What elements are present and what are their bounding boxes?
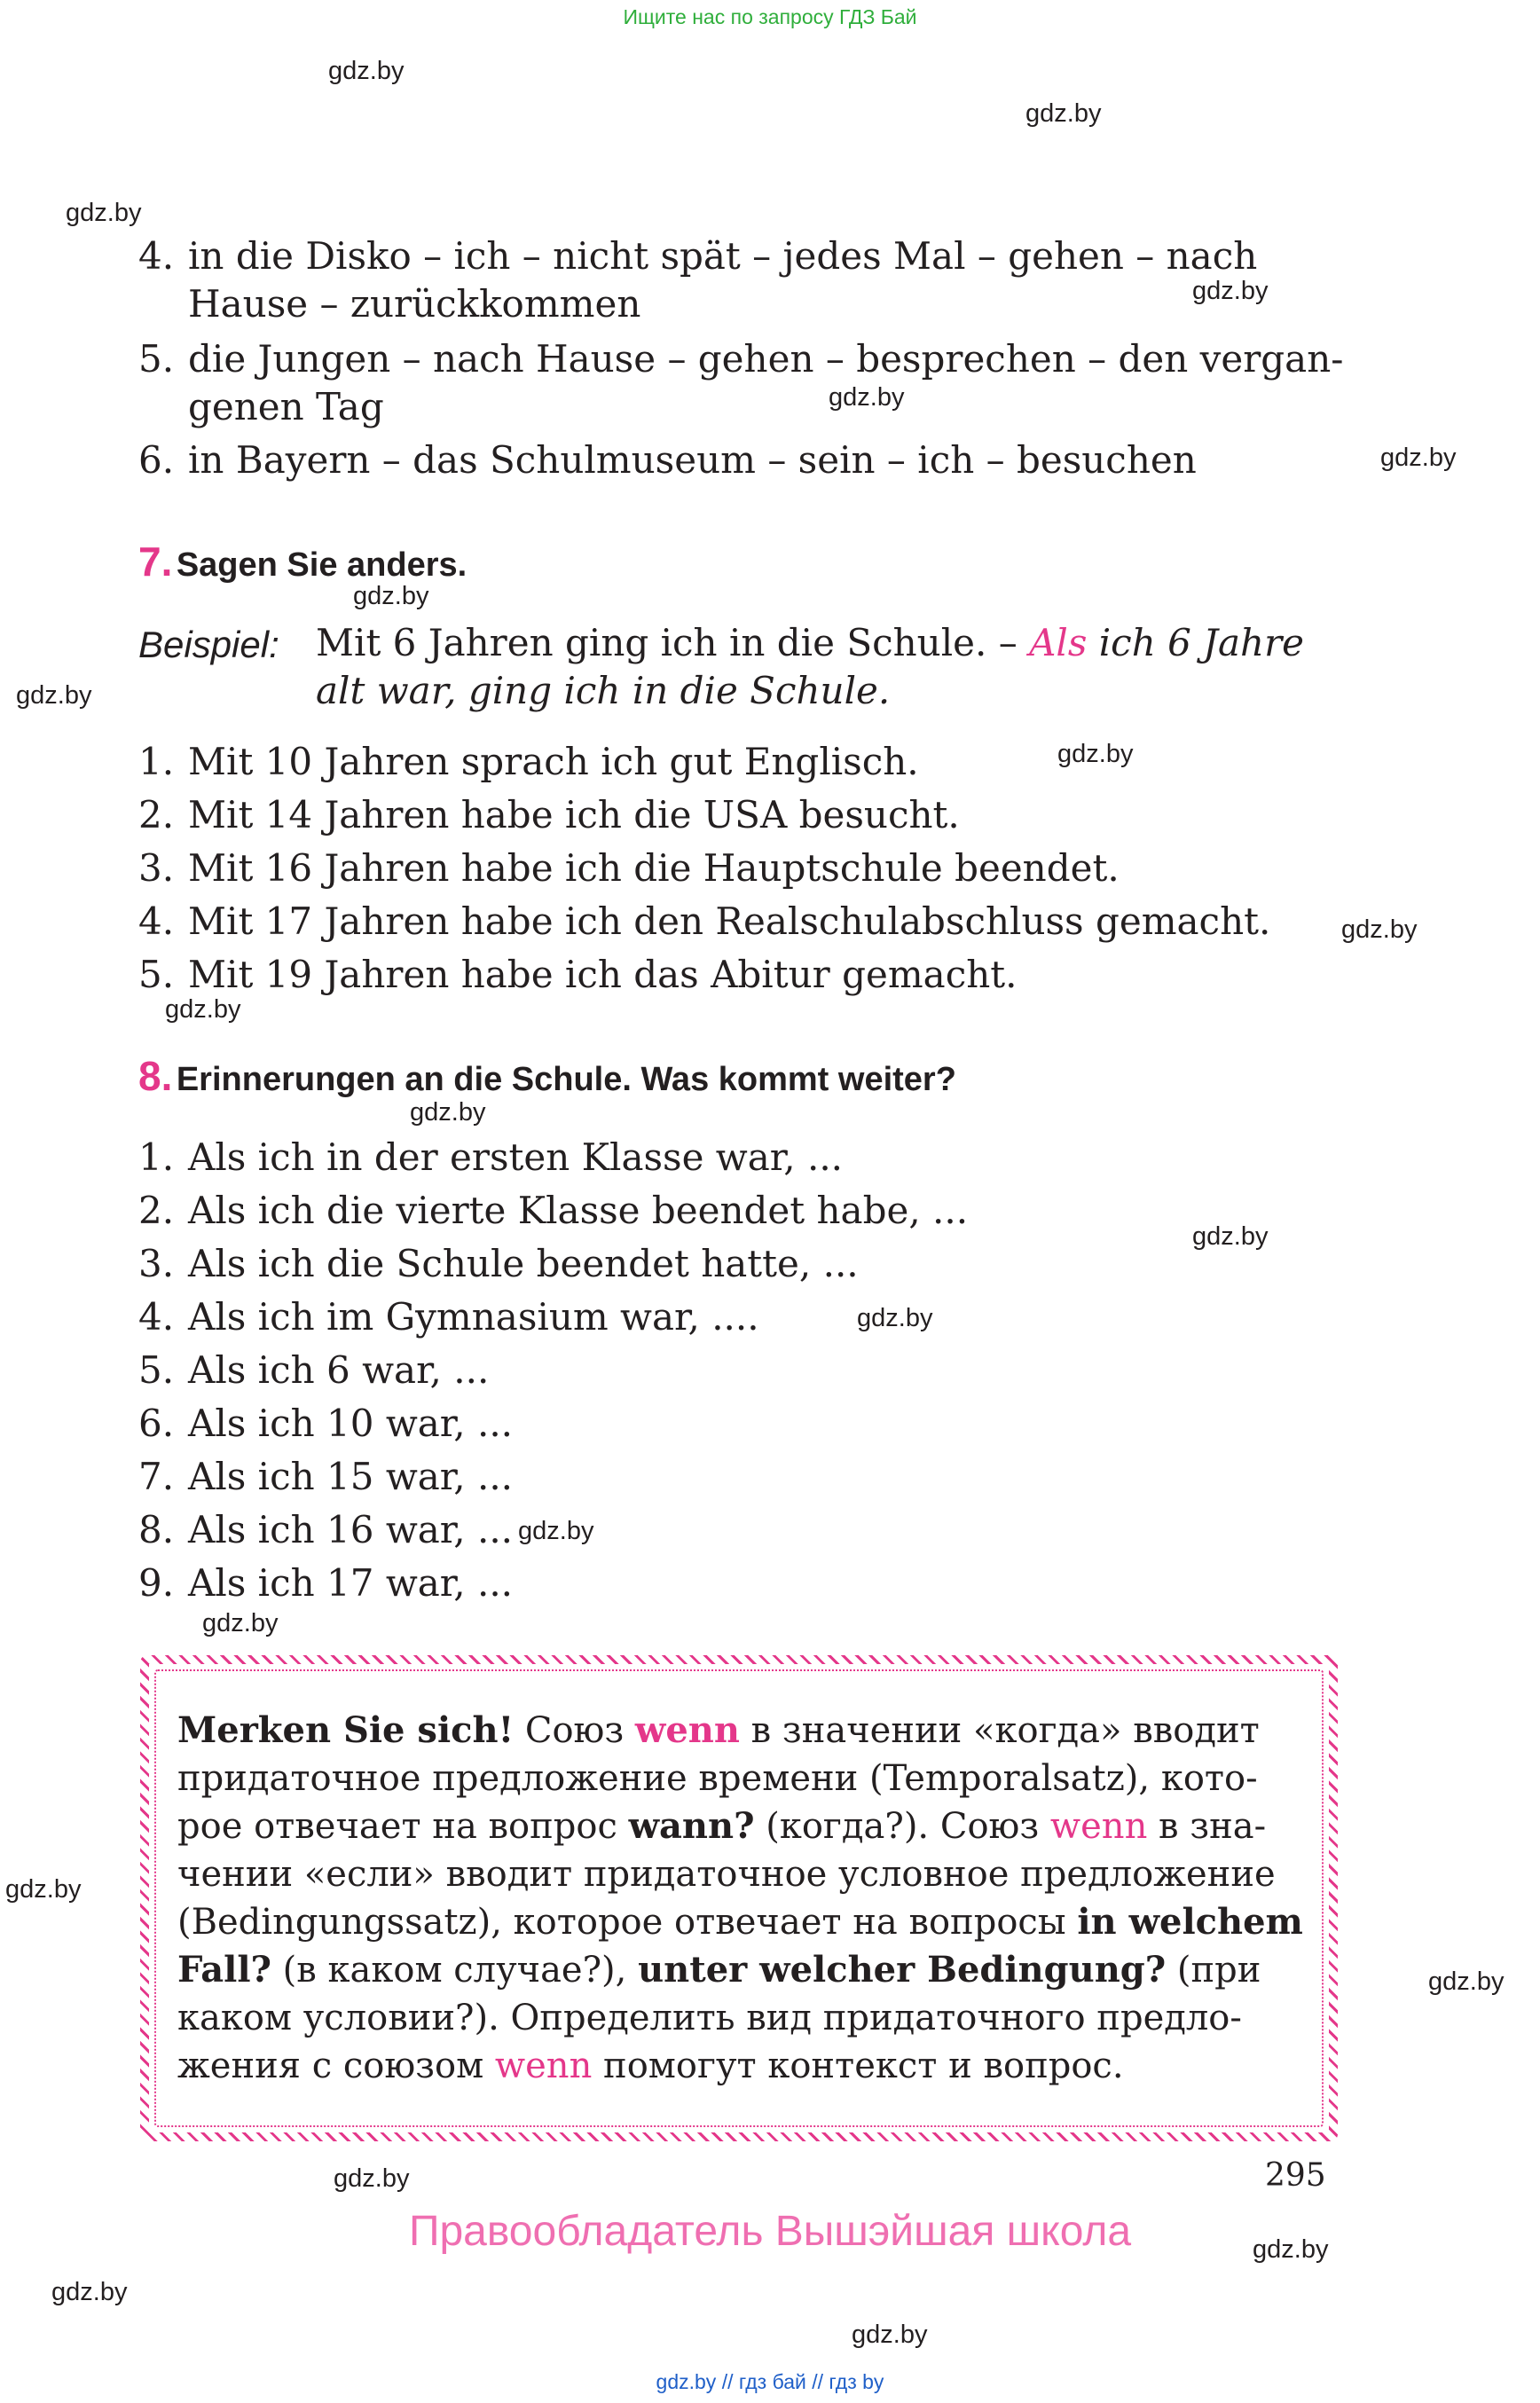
watermark: gdz.by bbox=[829, 383, 905, 412]
item-text: Als ich im Gymnasium war, .... bbox=[188, 1295, 759, 1339]
merken-line bbox=[177, 1946, 1261, 1994]
item-number: 4. bbox=[138, 899, 175, 943]
merken-bold: in welchem bbox=[1077, 1901, 1303, 1943]
merken-text: в зна- bbox=[1147, 1806, 1267, 1847]
merken-text: (при bbox=[1166, 1950, 1261, 1991]
list-item bbox=[138, 1453, 513, 1501]
merken-wenn: wenn bbox=[494, 2046, 593, 2086]
merken-bold: unter welcher Bedingung? bbox=[638, 1949, 1167, 1991]
item-text: Als ich 17 war, ... bbox=[188, 1561, 514, 1605]
watermark: gdz.by bbox=[328, 57, 405, 85]
watermark: gdz.by bbox=[1428, 1967, 1505, 1996]
item-text: Mit 14 Jahren habe ich die USA besucht. bbox=[188, 793, 960, 836]
item-text: Mit 17 Jahren habe ich den Realschulabschluss gemacht. bbox=[188, 899, 1271, 943]
list-item bbox=[138, 335, 1343, 383]
merken-text: рое отвечает на вопрос bbox=[177, 1806, 629, 1847]
beispiel-answer-line: alt war, ging ich in die Schule. bbox=[316, 669, 891, 712]
merken-text: в значении «когда» вводит bbox=[739, 1710, 1260, 1751]
merken-text: жения с союзом bbox=[177, 2046, 495, 2086]
item-number: 1. bbox=[138, 1135, 175, 1179]
item-number: 9. bbox=[138, 1561, 175, 1605]
merken-line bbox=[177, 2042, 1124, 2090]
item-text: Mit 19 Jahren habe ich das Abitur gemacht. bbox=[188, 953, 1018, 996]
item-text: Als ich 16 war, ... bbox=[188, 1508, 514, 1551]
item-text: Als ich die vierte Klasse beendet habe, ... bbox=[188, 1189, 969, 1232]
merken-line: чении «если» вводит придаточное условное предложение bbox=[177, 1854, 1276, 1895]
beispiel-label: Beispiel: bbox=[138, 624, 279, 665]
watermark: gdz.by bbox=[1253, 2235, 1329, 2264]
merken-text: (Bedingungssatz), которое отвечает на вопросы bbox=[177, 1902, 1078, 1943]
item-number: 7. bbox=[138, 1455, 175, 1498]
watermark: gdz.by bbox=[518, 1517, 594, 1545]
watermark: gdz.by bbox=[66, 199, 142, 227]
item-text: Als ich die Schule beendet hatte, ... bbox=[188, 1242, 859, 1285]
list-item bbox=[138, 1134, 843, 1182]
watermark: gdz.by bbox=[1192, 1222, 1269, 1251]
watermark: gdz.by bbox=[1380, 444, 1457, 472]
beispiel-als: Als bbox=[1029, 621, 1088, 664]
item-text: Mit 16 Jahren habe ich die Hauptschule beendet. bbox=[188, 846, 1120, 890]
merken-line bbox=[177, 1707, 1260, 1755]
watermark: gdz.by bbox=[1057, 740, 1134, 768]
item-text: Als ich 15 war, ... bbox=[188, 1455, 514, 1498]
exercise-number: 7. bbox=[138, 538, 173, 585]
merken-line bbox=[177, 1898, 1303, 1946]
merken-heading: Merken Sie sich! bbox=[177, 1709, 515, 1751]
page-number: 295 bbox=[1265, 2157, 1326, 2194]
item-number: 1. bbox=[138, 740, 175, 783]
watermark: gdz.by bbox=[353, 582, 429, 610]
merken-line: каком условии?). Определить вид придаточного предло- bbox=[177, 1998, 1242, 2038]
list-item bbox=[138, 232, 1257, 280]
item-number: 4. bbox=[138, 1295, 175, 1339]
item-number: 8. bbox=[138, 1508, 175, 1551]
merken-wenn: wenn bbox=[634, 1709, 740, 1751]
item-number: 2. bbox=[138, 1189, 175, 1232]
bottom-links[interactable]: gdz.by // гдз бай // гдз by bbox=[656, 2370, 884, 2393]
list-item bbox=[138, 383, 384, 431]
watermark: gdz.by bbox=[1025, 99, 1102, 128]
watermark: gdz.by bbox=[16, 681, 92, 710]
item-number: 6. bbox=[138, 1402, 175, 1445]
item-text: in die Disko – ich – nicht spät – jedes Mal – gehen – nach bbox=[188, 234, 1258, 278]
list-item bbox=[138, 951, 1018, 999]
merken-text: помогут контекст и вопрос. bbox=[592, 2046, 1124, 2086]
item-number: 5. bbox=[138, 953, 175, 996]
merken-text: (когда?). Союз bbox=[754, 1806, 1050, 1847]
watermark: gdz.by bbox=[1192, 277, 1269, 305]
watermark: gdz.by bbox=[165, 995, 241, 1024]
watermark: gdz.by bbox=[202, 1609, 279, 1637]
merken-wenn: wenn bbox=[1049, 1806, 1148, 1847]
list-item bbox=[138, 436, 1197, 484]
list-item bbox=[138, 1240, 859, 1288]
watermark: gdz.by bbox=[410, 1098, 486, 1127]
item-number: 2. bbox=[138, 793, 175, 836]
list-item bbox=[138, 898, 1270, 946]
merken-line bbox=[177, 1802, 1266, 1850]
item-text: genen Tag bbox=[188, 385, 384, 428]
list-item bbox=[138, 1400, 513, 1448]
list-item bbox=[138, 1506, 513, 1554]
beispiel-sentence: Mit 6 Jahren ging ich in die Schule. – bbox=[316, 621, 1030, 664]
item-number: 4. bbox=[138, 234, 175, 278]
item-text: Als ich 10 war, ... bbox=[188, 1402, 514, 1445]
item-text: die Jungen – nach Hause – gehen – besprechen – den vergan- bbox=[188, 337, 1344, 381]
merken-text: (в каком случае?), bbox=[271, 1950, 639, 1991]
watermark: gdz.by bbox=[334, 2164, 410, 2193]
item-text: Als ich in der ersten Klasse war, ... bbox=[188, 1135, 844, 1179]
exercise-number: 8. bbox=[138, 1053, 173, 1099]
item-number: 5. bbox=[138, 337, 175, 381]
item-text: Als ich 6 war, ... bbox=[188, 1348, 490, 1392]
item-number: 6. bbox=[138, 438, 175, 482]
item-text: Mit 10 Jahren sprach ich gut Englisch. bbox=[188, 740, 919, 783]
item-text: Hause – zurückkommen bbox=[188, 282, 641, 326]
list-item bbox=[138, 1559, 513, 1607]
list-item bbox=[138, 1293, 759, 1341]
item-number: 5. bbox=[138, 1348, 175, 1392]
beispiel-text bbox=[316, 619, 1304, 667]
watermark: gdz.by bbox=[1341, 915, 1418, 944]
merken-text: Союз bbox=[514, 1710, 635, 1751]
item-number: 3. bbox=[138, 846, 175, 890]
exercise-8-heading bbox=[138, 1052, 956, 1100]
top-banner: Ищите нас по запросу ГДЗ Бай bbox=[623, 5, 917, 28]
merken-bold: wann? bbox=[628, 1805, 755, 1847]
list-item bbox=[138, 791, 960, 839]
exercise-title: Erinnerungen an die Schule. Was kommt weiter? bbox=[176, 1061, 956, 1098]
exercise-title: Sagen Sie anders. bbox=[176, 546, 468, 584]
watermark: gdz.by bbox=[51, 2278, 128, 2306]
item-text: in Bayern – das Schulmuseum – sein – ich – besuchen bbox=[188, 438, 1197, 482]
list-item bbox=[138, 738, 919, 786]
item-number: 3. bbox=[138, 1242, 175, 1285]
merken-line: придаточное предложение времени (Temporalsatz), кото- bbox=[177, 1758, 1258, 1799]
list-item bbox=[138, 844, 1120, 892]
list-item bbox=[138, 280, 640, 328]
watermark: gdz.by bbox=[857, 1304, 933, 1332]
list-item bbox=[138, 1347, 489, 1394]
merken-bold: Fall? bbox=[177, 1949, 271, 1991]
exercise-7-heading bbox=[138, 538, 467, 585]
watermark: gdz.by bbox=[852, 2321, 928, 2349]
watermark: gdz.by bbox=[5, 1875, 82, 1904]
list-item bbox=[138, 1187, 968, 1235]
beispiel-answer: ich 6 Jahre bbox=[1087, 621, 1305, 664]
copyright-footer: Правообладатель Вышэйшая школа bbox=[408, 2208, 1132, 2255]
